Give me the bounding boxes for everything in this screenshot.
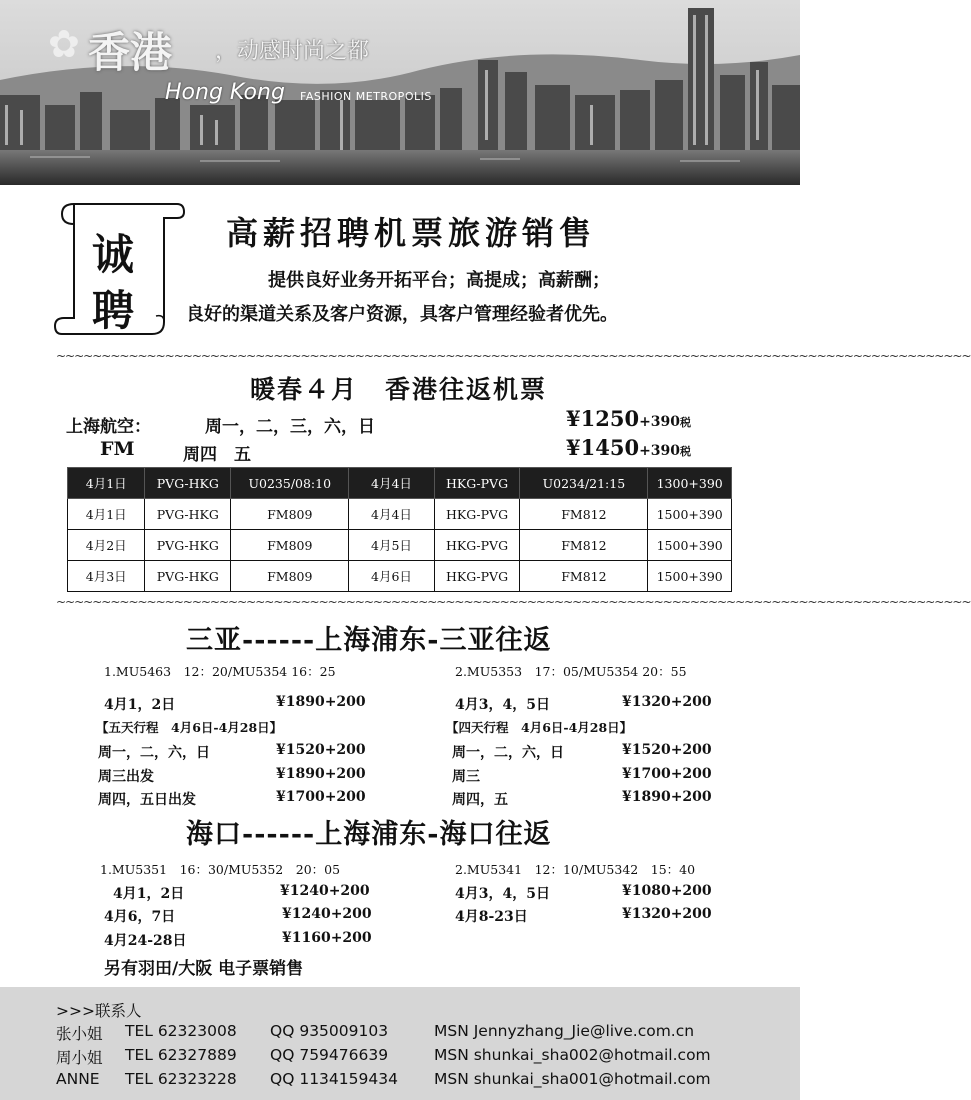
sanya-price: ¥1890+200 xyxy=(622,789,712,805)
flight-table-cell: FM812 xyxy=(520,561,648,592)
flight-table-row xyxy=(68,530,732,561)
sanya-price: ¥1890+200 xyxy=(276,766,366,782)
flight-table-cell: U0234/21:15 xyxy=(520,468,648,499)
flight-table-cell: 1500+390 xyxy=(648,499,732,530)
fare-tax-label: 税 xyxy=(680,445,692,458)
fare-days: 周一，二，三，六，日 xyxy=(205,417,375,437)
hk-section-title: 暖春４月 香港往返机票 xyxy=(250,375,548,404)
divider-wave: ~~~~~~~~~~~~~~~~~~~~~~~~~~~~~~~~~~~~~~~~~~~~~~~~~~~~~~~~~~~~~~~~~~~~~~~~~~~~~~~~~~~~~~~~~~~~~~~~~~~~~ xyxy=(56,595,971,609)
contact-qq: QQ 935009103 xyxy=(270,1022,389,1040)
fare-price xyxy=(566,406,691,431)
flight-table-cell: U0235/08:10 xyxy=(231,468,349,499)
hong-kong-banner xyxy=(0,0,800,185)
flight-table-cell: HKG-PVG xyxy=(434,468,520,499)
sanya-day-label: 周四，五日出发 xyxy=(98,792,196,808)
flight-table-row xyxy=(68,561,732,592)
flight-table-cell: 1300+390 xyxy=(648,468,732,499)
sanya-date-label: 4月1，2日 xyxy=(104,697,176,713)
haikou-date-label: 4月8-23日 xyxy=(455,909,528,925)
haikou-flight-2: 2.MU5341 12：10/MU5342 15：40 xyxy=(455,862,696,877)
haikou-price: ¥1240+200 xyxy=(282,906,372,922)
contact-name: ANNE xyxy=(56,1070,100,1088)
contact-tel: TEL 62323008 xyxy=(125,1022,237,1040)
fare-price-value: ¥1250 xyxy=(566,406,640,431)
sanya-price: ¥1890+200 xyxy=(276,694,366,710)
contact-tel: TEL 62323228 xyxy=(125,1070,237,1088)
sanya-flight-1: 1.MU5463 12：20/MU5354 16：25 xyxy=(104,664,336,679)
sanya-day-label: 周一，二，六，日 xyxy=(98,745,210,761)
flight-table-cell: 4月5日 xyxy=(349,530,434,561)
sanya-day-label: 周三 xyxy=(452,769,480,785)
flight-table-cell: FM809 xyxy=(231,530,349,561)
haikou-section-title: 海口------上海浦东-海口往返 xyxy=(186,819,552,850)
sanya-date-label: 4月3，4，5日 xyxy=(455,697,550,713)
sanya-price: ¥1700+200 xyxy=(622,766,712,782)
fare-tax: +390 xyxy=(639,414,681,430)
flight-table-cell: FM812 xyxy=(520,530,648,561)
contact-msn: MSN shunkai_sha002@hotmail.com xyxy=(434,1046,711,1064)
sanya-flight-2: 2.MU5353 17：05/MU5354 20：55 xyxy=(455,664,687,679)
flight-table-cell: 4月1日 xyxy=(68,499,145,530)
sanya-price: ¥1520+200 xyxy=(622,742,712,758)
bauhinia-flower-icon: ✿ xyxy=(48,22,80,66)
sanya-day-label: 周四，五 xyxy=(452,792,508,808)
flight-table-cell: 1500+390 xyxy=(648,530,732,561)
flight-table-cell: PVG-HKG xyxy=(145,499,231,530)
haikou-date-label: 4月6，7日 xyxy=(104,909,176,925)
banner-slogan: ，动感时尚之都 xyxy=(215,39,370,64)
recruit-headline: 高薪招聘机票旅游销售 xyxy=(226,214,597,252)
flight-table-cell: FM809 xyxy=(231,561,349,592)
flight-table-cell: HKG-PVG xyxy=(434,530,520,561)
sanya-section-title: 三亚------上海浦东-三亚往返 xyxy=(186,625,552,656)
sanya-price: ¥1520+200 xyxy=(276,742,366,758)
contact-name: 周小姐 xyxy=(56,1049,103,1067)
fare-days: 周四 五 xyxy=(183,445,251,465)
hk-flight-table xyxy=(67,467,732,592)
recruit-line-1: 提供良好业务开拓平台；高提成；高薪酬； xyxy=(268,270,610,291)
fare-tax: +390 xyxy=(639,443,681,459)
flight-table-cell: HKG-PVG xyxy=(434,561,520,592)
fare-carrier: FM xyxy=(100,438,135,460)
flight-table-cell: PVG-HKG xyxy=(145,468,231,499)
flight-table-cell: 4月4日 xyxy=(349,468,434,499)
sanya-price: ¥1320+200 xyxy=(622,694,712,710)
flight-table-cell: 1500+390 xyxy=(648,561,732,592)
contact-heading: >>>联系人 xyxy=(56,1002,142,1020)
haikou-date-label: 4月24-28日 xyxy=(104,933,187,949)
flight-table-cell: PVG-HKG xyxy=(145,561,231,592)
flight-table-cell: HKG-PVG xyxy=(434,499,520,530)
banner-english-subtitle: FASHION METROPOLIS xyxy=(300,90,432,103)
flight-table-row xyxy=(68,468,732,499)
contact-tel: TEL 62327889 xyxy=(125,1046,237,1064)
contact-msn: MSN shunkai_sha001@hotmail.com xyxy=(434,1070,711,1088)
flight-table-row xyxy=(68,499,732,530)
recruit-char-sincere: 诚 xyxy=(92,230,135,279)
sanya-price: ¥1700+200 xyxy=(276,789,366,805)
fare-price-value: ¥1450 xyxy=(566,435,640,460)
recruit-char-hire: 聘 xyxy=(92,286,135,335)
contact-qq: QQ 759476639 xyxy=(270,1046,389,1064)
sanya-day-label: 周一，二，六，日 xyxy=(452,745,564,761)
flight-table-cell: 4月3日 xyxy=(68,561,145,592)
fare-carrier: 上海航空： xyxy=(66,417,151,437)
banner-english-title: Hong Kong xyxy=(165,80,285,105)
banner-title: 香港 xyxy=(88,28,173,77)
fare-price xyxy=(566,435,691,460)
haikou-date-label: 4月3，4，5日 xyxy=(455,886,550,902)
flight-table-cell: PVG-HKG xyxy=(145,530,231,561)
haikou-date-label: 4月1，2日 xyxy=(113,886,185,902)
flight-table-cell: 4月6日 xyxy=(349,561,434,592)
flight-table-cell: 4月1日 xyxy=(68,468,145,499)
contact-qq: QQ 1134159434 xyxy=(270,1070,398,1088)
recruit-line-2: 良好的渠道关系及客户资源，具客户管理经验者优先。 xyxy=(186,304,618,325)
sanya-package-5day: 【五天行程 4月6日-4月28日】 xyxy=(96,720,283,735)
flight-table-cell: 4月2日 xyxy=(68,530,145,561)
flight-table-cell: FM809 xyxy=(231,499,349,530)
flight-table-cell: 4月4日 xyxy=(349,499,434,530)
sanya-package-4day: 【四天行程 4月6日-4月28日】 xyxy=(446,720,633,735)
sanya-day-label: 周三出发 xyxy=(98,769,154,785)
haikou-price: ¥1240+200 xyxy=(280,883,370,899)
flight-table-cell: FM812 xyxy=(520,499,648,530)
fare-tax-label: 税 xyxy=(680,416,692,429)
contact-msn: MSN Jennyzhang_Jie@live.com.cn xyxy=(434,1022,695,1040)
haikou-price: ¥1080+200 xyxy=(622,883,712,899)
contact-name: 张小姐 xyxy=(56,1025,103,1043)
haikou-flight-1: 1.MU5351 16：30/MU5352 20：05 xyxy=(100,862,341,877)
divider-wave: ~~~~~~~~~~~~~~~~~~~~~~~~~~~~~~~~~~~~~~~~~~~~~~~~~~~~~~~~~~~~~~~~~~~~~~~~~~~~~~~~~~~~~~~~~~~~~~~~~~~~~ xyxy=(56,349,971,363)
haikou-note: 另有羽田/大阪 电子票销售 xyxy=(104,959,304,979)
haikou-price: ¥1160+200 xyxy=(282,930,372,946)
haikou-price: ¥1320+200 xyxy=(622,906,712,922)
